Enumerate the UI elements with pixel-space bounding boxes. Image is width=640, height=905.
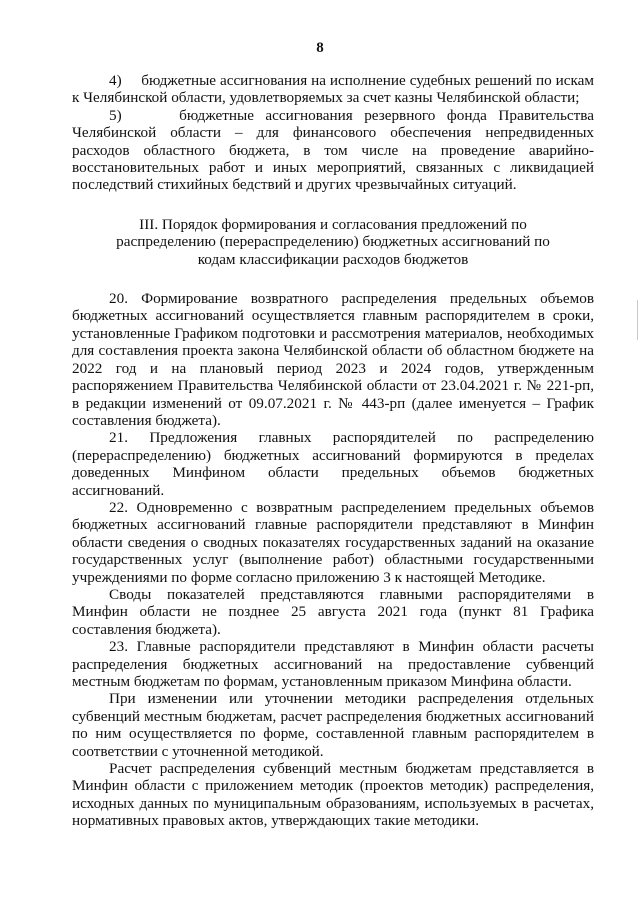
document-body: [72, 72, 594, 830]
paragraph-23-methodology-change: При изменении или уточнении методики распределения отдельных субвенций местным бюджетам, расчет распределения бюджетных ассигнований по ним осуществляется по форме, составленной главным распорядителем в соответствии с уточненной методикой.: [72, 690, 594, 760]
paragraph-23: 23. Главные распорядители представляют в Минфин области расчеты распределения бюджетных ассигнований на предоставление субвенций местным бюджетам по формам, установленным приказом Минфина области.: [72, 638, 594, 690]
list-item-4: 4) бюджетные ассигнования на исполнение судебных решений по искам к Челябинской области, удовлетворяемых за счет казны Челябинской области;: [72, 72, 594, 107]
paragraph-23-subvention-calc: Расчет распределения субвенций местным бюджетам представляется в Минфин области с приложением методик (проектов методик) распределения, исходных данных по муниципальным образованиям, используемых в расчетах, нормативных правовых актов, утверждающих такие методики.: [72, 760, 594, 830]
paragraph-20: 20. Формирование возвратного распределения предельных объемов бюджетных ассигнований осуществляется главным распорядителем в сроки, установленные Графиком подготовки и рассмотрения материалов, необходимых для составления проекта закона Челябинской области об областном бюджете на 2022 год и на плановый период 2023 и 2024 годов, утвержденным распоряжением Правительства Челябинской области от 23.04.2021 г. № 221-рп, в редакции изменений от 09.07.2021 г. № 443-рп (далее именуется – График составления бюджета).: [72, 290, 594, 429]
page-number: 8: [316, 40, 324, 56]
scan-edge-mark: [637, 300, 638, 340]
paragraph-22: 22. Одновременно с возвратным распределением предельных объемов бюджетных ассигнований главные распорядители представляют в Минфин области сведения о сводных показателях государственных заданий на оказание государственных услуг (выполнение работ) областными государственными учреждениями по форме согласно приложению 3 к настоящей Методике.: [72, 498, 594, 586]
paragraph-22-deadline: Своды показателей представляются главными распорядителями в Минфин области не позднее 25 августа 2021 года (пункт 81 Графика составления бюджета).: [72, 585, 594, 638]
section-heading: III. Порядок формирования и согласования предложений по распределению (перераспределению) бюджетных ассигнований по кодам классификации расходов бюджетов: [116, 215, 550, 268]
list-item-5: 5) бюджетные ассигнования резервного фонда Правительства Челябинской области – для финансового обеспечения непредвиденных расходов областного бюджета, в том числе на проведение аварийно-восстановительных работ и иных мероприятий, связанных с ликвидацией последствий стихийных бедствий и других чрезвычайных ситуаций.: [72, 106, 594, 194]
paragraph-21: 21. Предложения главных распорядителей по распределению (перераспределению) бюджетных ассигнований формируются в пределах доведенных Минфином области предельных объемов бюджетных ассигнований.: [72, 429, 594, 499]
